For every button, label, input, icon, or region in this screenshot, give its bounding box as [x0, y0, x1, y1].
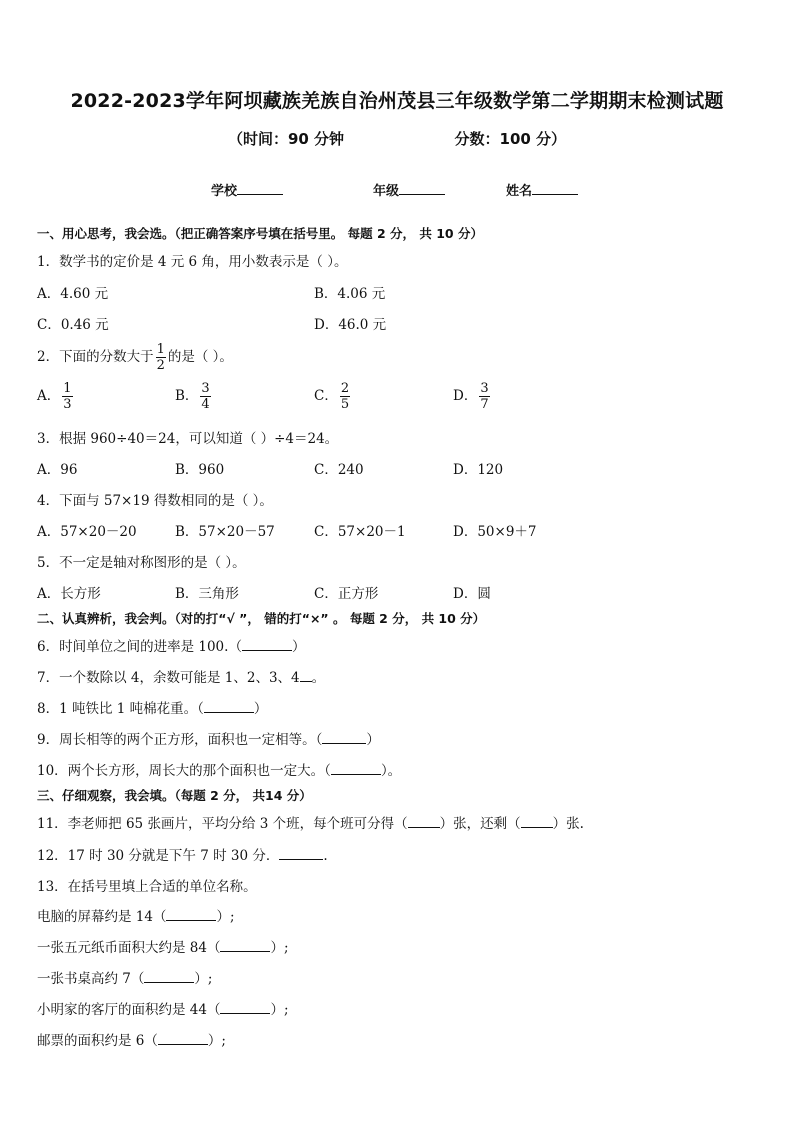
school-field [211, 180, 283, 199]
q11-answer-blank-2[interactable] [521, 815, 553, 828]
q13-item-text-end: ）; [194, 971, 213, 987]
q7-text-end: 。 [311, 670, 326, 686]
fraction-numerator: 3 [480, 381, 489, 396]
question-4: 4．下面与 57×19 得数相同的是（ ）。 [37, 493, 273, 509]
q11-text-end: ）张. [552, 816, 584, 832]
q4-option-d[interactable]: D．50×9＋7 [453, 524, 537, 540]
q1-option-c[interactable]: C．0.46 元 [37, 317, 109, 333]
q3-option-a[interactable]: A．96 [37, 462, 78, 478]
question-3: 3．根据 960÷40＝24，可以知道（ ）÷4＝24。 [37, 431, 339, 447]
q7-text: 7．一个数除以 4，余数可能是 1、2、3、4 [37, 670, 300, 686]
q13-item-text-end: ）; [207, 1033, 226, 1049]
question-10 [37, 759, 401, 779]
total-score: 分数：100 分） [454, 130, 567, 148]
school-blank[interactable] [237, 181, 283, 195]
q4-option-b[interactable]: B．57×20－57 [175, 524, 275, 540]
question-6 [37, 635, 305, 655]
q2-option-a[interactable] [37, 381, 75, 412]
q13-item-blank[interactable] [220, 939, 270, 952]
name-label: 姓名 [506, 184, 533, 199]
q11-text: 11．李老师把 65 张画片，平均分给 3 个班，每个班可分得（ [37, 816, 408, 832]
q12-text-end: . [323, 848, 328, 864]
q2-option-c[interactable] [314, 381, 352, 412]
q13-item-text: 邮票的面积约是 6（ [37, 1033, 158, 1049]
q10-answer-blank[interactable] [331, 762, 381, 775]
time-limit: （时间：90 分钟 [227, 130, 345, 148]
q9-text-end: ） [366, 732, 380, 748]
q5-option-a[interactable]: A．长方形 [37, 586, 101, 602]
q13-item-text: 一张五元纸币面积大约是 84（ [37, 940, 221, 956]
q2-option-d[interactable] [453, 381, 492, 412]
grade-blank[interactable] [399, 181, 445, 195]
question-2 [37, 342, 233, 373]
q9-answer-blank[interactable] [322, 731, 366, 744]
q13-item-text-end: ）; [270, 940, 289, 956]
q10-text-end: ）。 [380, 763, 402, 779]
question-8 [37, 697, 267, 717]
fraction-denominator: 5 [340, 397, 350, 412]
question-11 [37, 812, 584, 832]
q4-option-c[interactable]: C．57×20－1 [314, 524, 406, 540]
section-3-heading: 三、仔细观察，我会填。（每题 2 分， 共14 分） [37, 788, 312, 803]
grade-label: 年级 [373, 184, 400, 199]
q13-item-blank[interactable] [166, 908, 216, 921]
q1-option-a[interactable]: A．4.60 元 [37, 286, 109, 302]
q9-text: 9．周长相等的两个正方形，面积也一定相等。（ [37, 732, 323, 748]
name-blank[interactable] [532, 181, 578, 195]
q3-option-c[interactable]: C．240 [314, 462, 364, 478]
q6-answer-blank[interactable] [242, 638, 292, 651]
q7-answer-blank[interactable] [300, 669, 312, 682]
question-7 [37, 666, 325, 686]
q13-item-3 [37, 967, 212, 987]
q4-option-a[interactable]: A．57×20－20 [37, 524, 137, 540]
q11-answer-blank-1[interactable] [408, 815, 440, 828]
question-12 [37, 844, 328, 864]
grade-field [373, 180, 445, 199]
fraction-denominator: 7 [480, 397, 489, 412]
q10-text: 10．两个长方形，周长大的那个面积也一定大。（ [37, 763, 331, 779]
q13-item-text-end: ）; [216, 909, 235, 925]
fraction-numerator: 1 [156, 342, 165, 357]
q8-answer-blank[interactable] [204, 700, 254, 713]
q3-option-d[interactable]: D．120 [453, 462, 504, 478]
option-fraction [340, 381, 350, 412]
q2-stem-post: 的是（ ）。 [167, 349, 233, 365]
q5-option-c[interactable]: C．正方形 [314, 586, 379, 602]
q6-text: 6．时间单位之间的进率是 100.（ [37, 639, 242, 655]
section-1-heading: 一、用心思考，我会选。（把正确答案序号填在括号里。 每题 2 分， 共 10 分） [37, 226, 483, 241]
q13-item-2 [37, 936, 289, 956]
question-5: 5．不一定是轴对称图形的是（ ）。 [37, 555, 246, 571]
q2-stem-fraction [156, 342, 166, 373]
q13-item-blank[interactable] [220, 1001, 270, 1014]
q3-option-b[interactable]: B．960 [175, 462, 225, 478]
q13-item-4 [37, 998, 289, 1018]
q13-item-blank[interactable] [158, 1032, 208, 1045]
fraction-denominator: 2 [156, 358, 165, 373]
q2-option-b[interactable] [175, 381, 213, 412]
option-label: A． [37, 388, 61, 404]
question-9 [37, 728, 380, 748]
exam-title: 2022-2023学年阿坝藏族羌族自治州茂县三年级数学第二学期期末检测试题 [70, 90, 724, 112]
q13-item-blank[interactable] [144, 970, 194, 983]
fraction-numerator: 2 [340, 381, 350, 396]
q13-item-5 [37, 1029, 226, 1049]
q12-text: 12．17 时 30 分就是下午 7 时 30 分． [37, 848, 280, 864]
q13-item-1 [37, 905, 235, 925]
section-2-heading: 二、认真辨析，我会判。（对的打“√ ”， 错的打“×” 。 每题 2 分， 共 10 分） [37, 611, 486, 626]
fraction-denominator: 4 [201, 397, 210, 412]
school-label: 学校 [211, 184, 238, 199]
q5-option-b[interactable]: B．三角形 [175, 586, 239, 602]
exam-subtitle [0, 128, 794, 149]
option-label: C． [314, 388, 338, 404]
q1-option-d[interactable]: D．46.0 元 [314, 317, 387, 333]
option-fraction [479, 381, 489, 412]
q8-text-end: ） [253, 701, 268, 717]
question-1: 1．数学书的定价是 4 元 6 角，用小数表示是（ ）。 [37, 254, 348, 270]
option-label: B． [175, 388, 199, 404]
fraction-numerator: 3 [201, 381, 210, 396]
fraction-numerator: 1 [63, 381, 72, 396]
option-fraction [62, 381, 72, 412]
q1-option-b[interactable]: B．4.06 元 [314, 286, 386, 302]
q5-option-d[interactable]: D．圆 [453, 586, 491, 602]
question-13: 13．在括号里填上合适的单位名称。 [37, 879, 257, 895]
q12-answer-blank[interactable] [279, 847, 323, 860]
option-label: D． [453, 388, 478, 404]
q13-item-text: 电脑的屏幕约是 14（ [37, 909, 167, 925]
q13-item-text: 小明家的客厅的面积约是 44（ [37, 1002, 221, 1018]
q2-stem-pre: 2．下面的分数大于 [37, 349, 154, 365]
name-field [506, 180, 578, 199]
q8-text: 8．1 吨铁比 1 吨棉花重。（ [37, 701, 204, 717]
q6-text-end: ） [291, 639, 306, 655]
option-fraction [200, 381, 210, 412]
q13-item-text: 一张书桌高约 7（ [37, 971, 145, 987]
q11-text-mid: ）张，还剩（ [439, 816, 521, 832]
fraction-denominator: 3 [63, 397, 72, 412]
q13-item-text-end: ）; [270, 1002, 289, 1018]
